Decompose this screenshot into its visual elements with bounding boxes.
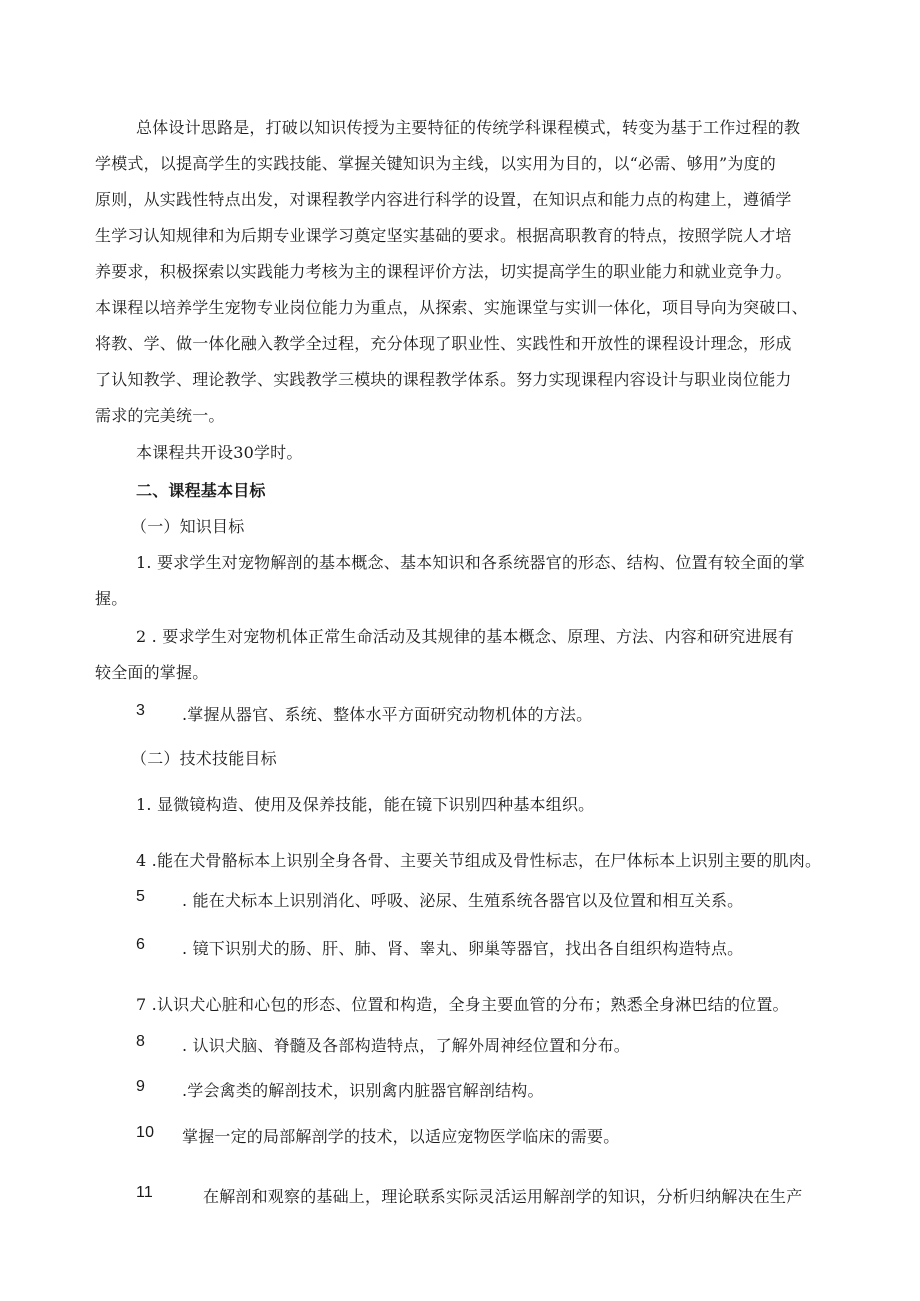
skills-item-10-text: 掌握一定的局部解剖学的技术，以适应宠物医学临床的需要。 — [182, 1127, 620, 1146]
skills-item-11-text: 在解剖和观察的基础上，理论联系实际灵活运用解剖学的知识，分析归纳解决在生产 — [203, 1187, 803, 1206]
intro-line: 了认知教学、理论教学、实践教学三模块的课程教学体系。努力实现课程内容设计与职业岗位能力 — [95, 370, 792, 389]
intro-line: 本课程以培养学生宠物专业岗位能力为重点，从探索、实施课堂与实训一体化，项目导向为突破口、 — [95, 298, 808, 317]
skills-item-6-text: . 镜下识别犬的肠、肝、肺、肾、睾丸、卵巢等器官，找出各自组织构造特点。 — [182, 939, 744, 958]
skills-item-5-number: 5 — [136, 888, 146, 905]
skills-item-7: 7 .认识犬心脏和心包的形态、位置和构造，全身主要血管的分布；熟悉全身淋巴结的位置。 — [136, 995, 789, 1014]
skills-item-9-text: .学会禽类的解剖技术，识别禽内脏器官解剖结构。 — [182, 1081, 544, 1100]
knowledge-item-2: 2 . 要求学生对宠物机体正常生命活动及其规律的基本概念、原理、方法、内容和研究进展有 — [136, 627, 795, 646]
skills-item-11-number: 11 — [136, 1184, 154, 1201]
knowledge-item-3-number: 3 — [136, 702, 146, 719]
knowledge-item-1-cont: 握。 — [95, 589, 128, 608]
intro-line: 原则，从实践性特点出发，对课程教学内容进行科学的设置，在知识点和能力点的构建上，遵循学 — [95, 190, 792, 209]
intro-line: 学模式，以提高学生的实践技能、掌握关键知识为主线，以实用为目的，以“必需、够用”为度的 — [95, 154, 776, 173]
intro-line: 总体设计思路是，打破以知识传授为主要特征的传统学科课程模式，转变为基于工作过程的教 — [136, 118, 801, 137]
skills-item-6-number: 6 — [136, 936, 146, 953]
skills-item-9-number: 9 — [136, 1078, 146, 1095]
skills-item-8-text: . 认识犬脑、脊髓及各部构造特点，了解外周神经位置和分布。 — [182, 1036, 630, 1055]
skills-item-5-text: . 能在犬标本上识别消化、呼吸、泌尿、生殖系统各器官以及位置和相互关系。 — [182, 891, 744, 910]
knowledge-item-1: 1. 要求学生对宠物解剖的基本概念、基本知识和各系统器官的形态、结构、位置有较全面的掌 — [136, 553, 805, 572]
skills-item-4: 4 .能在犬骨骼标本上识别全身各骨、主要关节组成及骨性标志，在尸体标本上识别主要的肌肉。 — [136, 851, 822, 870]
intro-line: 生学习认知规律和为后期专业课学习奠定坚实基础的要求。根据高职教育的特点，按照学院人才培 — [95, 226, 792, 245]
skills-item-1: 1. 显微镜构造、使用及保养技能，能在镜下识别四种基本组织。 — [136, 795, 595, 814]
knowledge-item-2-cont: 较全面的掌握。 — [95, 663, 209, 682]
skills-item-10-number: 10 — [136, 1124, 155, 1141]
intro-line: 将教、学、做一体化融入教学全过程，充分体现了职业性、实践性和开放性的课程设计理念，形成 — [95, 334, 792, 353]
course-hours: 本课程共开设30学时。 — [136, 443, 303, 462]
knowledge-item-3-text: .掌握从器官、系统、整体水平方面研究动物机体的方法。 — [182, 705, 593, 724]
knowledge-subheading: （一）知识目标 — [131, 517, 245, 536]
intro-line: 养要求，积极探索以实践能力考核为主的课程评价方法，切实提高学生的职业能力和就业竞争力。 — [95, 262, 792, 281]
intro-line: 需求的完美统一。 — [95, 406, 225, 425]
section-heading: 二、课程基本目标 — [136, 481, 266, 500]
skills-subheading: （二）技术技能目标 — [131, 749, 277, 768]
skills-item-8-number: 8 — [136, 1033, 146, 1050]
